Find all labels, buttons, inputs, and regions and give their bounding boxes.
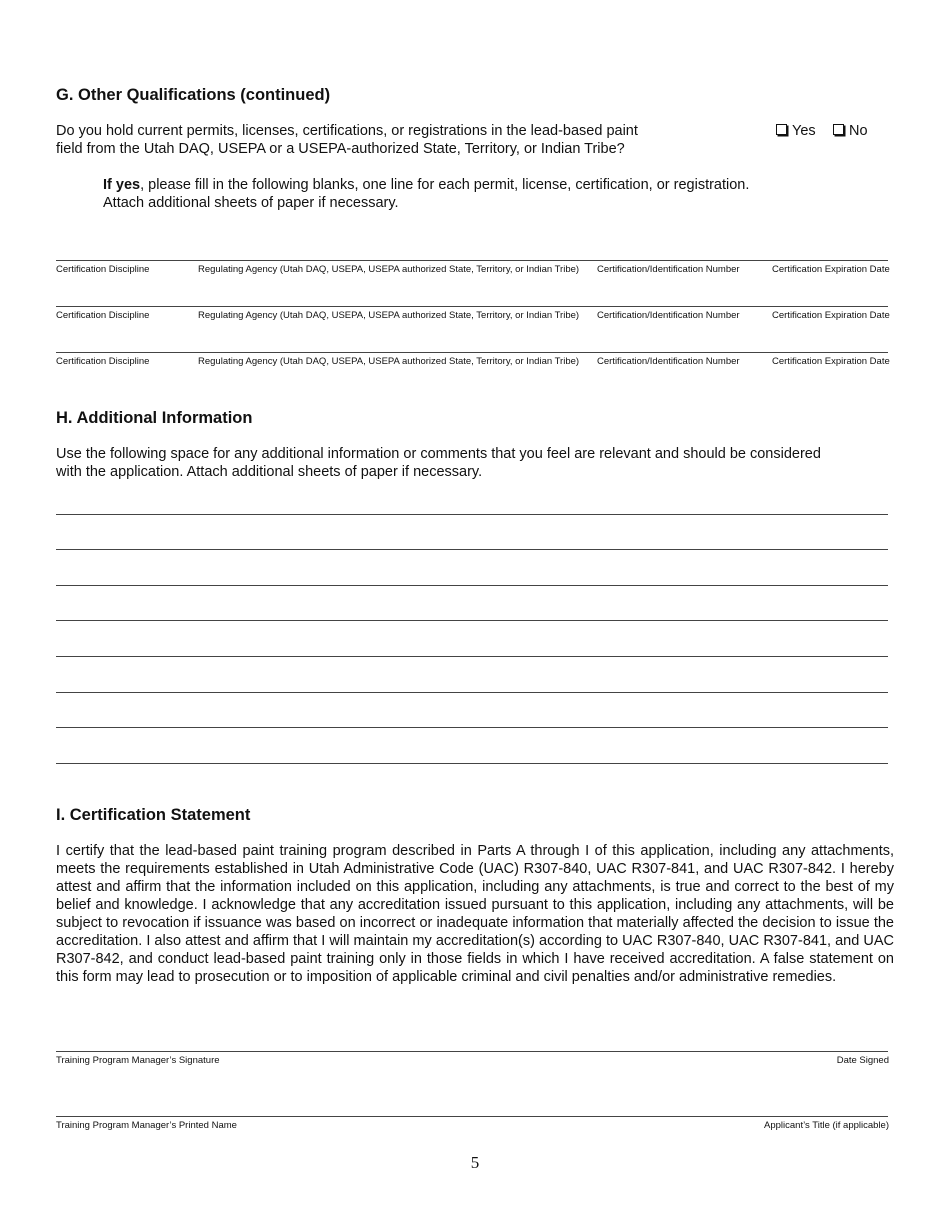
yes-checkbox[interactable] [776,123,816,139]
comment-line[interactable] [56,692,888,693]
cert-agency-label: Regulating Agency (Utah DAQ, USEPA, USEPA authorized State, Territory, or Indian Tribe) [198,310,580,321]
section-h-heading: H. Additional Information [56,409,253,427]
comment-line[interactable] [56,727,888,728]
applicant-title-label: Applicant’s Title (if applicable) [764,1120,889,1131]
printed-name-line[interactable] [56,1116,888,1117]
cert-agency-label: Regulating Agency (Utah DAQ, USEPA, USEPA authorized State, Territory, or Indian Tribe) [198,264,580,275]
instructions-line-2: with the application. Attach additional sheets of paper if necessary. [56,464,483,480]
cert-row-1-line[interactable] [56,260,888,261]
checkbox-icon [776,124,787,135]
date-signed-label: Date Signed [836,1055,889,1066]
cert-number-label: Certification/Identification Number [597,264,740,275]
question-line-1: Do you hold current permits, licenses, certifications, or registrations in the lead-based paint [56,123,638,139]
cert-discipline-label: Certification Discipline [56,356,150,367]
signature-line[interactable] [56,1051,888,1052]
section-g-question [56,122,756,158]
if-yes-bold: If yes [103,177,141,193]
printed-name-label: Training Program Manager’s Printed Name [56,1120,237,1131]
comment-line[interactable] [56,585,888,586]
if-yes-text: , please fill in the following blanks, one line for each permit, license, certification, or registration. [140,177,750,193]
if-yes-instructions [103,176,903,212]
comment-line[interactable] [56,620,888,621]
no-label: No [849,123,868,139]
cert-expiration-label: Certification Expiration Date [772,356,890,367]
instructions-line-1: Use the following space for any additional information or comments that you feel are relevant and should be considered [56,446,821,462]
page-number: 5 [470,1153,480,1172]
no-checkbox[interactable] [833,123,868,139]
comment-line[interactable] [56,549,888,550]
section-i-heading: I. Certification Statement [56,806,251,824]
cert-row-3-line[interactable] [56,352,888,353]
signature-label: Training Program Manager’s Signature [56,1055,220,1066]
section-g-heading: G. Other Qualifications (continued) [56,86,331,104]
cert-agency-label: Regulating Agency (Utah DAQ, USEPA, USEPA authorized State, Territory, or Indian Tribe) [198,356,580,367]
comment-line[interactable] [56,656,888,657]
section-h-instructions [56,445,916,481]
cert-expiration-label: Certification Expiration Date [772,264,890,275]
cert-row-2-line[interactable] [56,306,888,307]
cert-discipline-label: Certification Discipline [56,264,150,275]
cert-number-label: Certification/Identification Number [597,356,740,367]
cert-expiration-label: Certification Expiration Date [772,310,890,321]
cert-discipline-label: Certification Discipline [56,310,150,321]
comment-line[interactable] [56,763,888,764]
cert-number-label: Certification/Identification Number [597,310,740,321]
checkbox-icon [833,124,844,135]
question-line-2: field from the Utah DAQ, USEPA or a USEPA-authorized State, Territory, or Indian Tribe? [56,141,625,157]
certification-statement: I certify that the lead-based paint training program described in Parts A through I of this application, including any attachments, meets the requirements established in Utah Administrative Code (UAC) R307-840, UAC R307-841, and UAC R307-842. I hereby attest and affirm that the information included on this application, including any attachments, is true and correct to the best of my belief and knowledge. I acknowledge that any accreditation issued pursuant to this application, including any attachments, will be subject to revocation if issuance was based on incorrect or inadequate information that materially affected the decision to issue the accreditation. I also attest and affirm that I will maintain my accreditation(s) according to UAC R307-840, UAC R307-841, and UAC R307-842, and conduct lead-based paint training only in those fields in which I have received accreditation. A false statement on this form may lead to prosecution or to imposition of applicable criminal and civil penalties and/or administrative remedies. [56,843,894,985]
yes-label: Yes [792,123,816,139]
comment-line[interactable] [56,514,888,515]
attach-note: Attach additional sheets of paper if necessary. [103,195,399,211]
